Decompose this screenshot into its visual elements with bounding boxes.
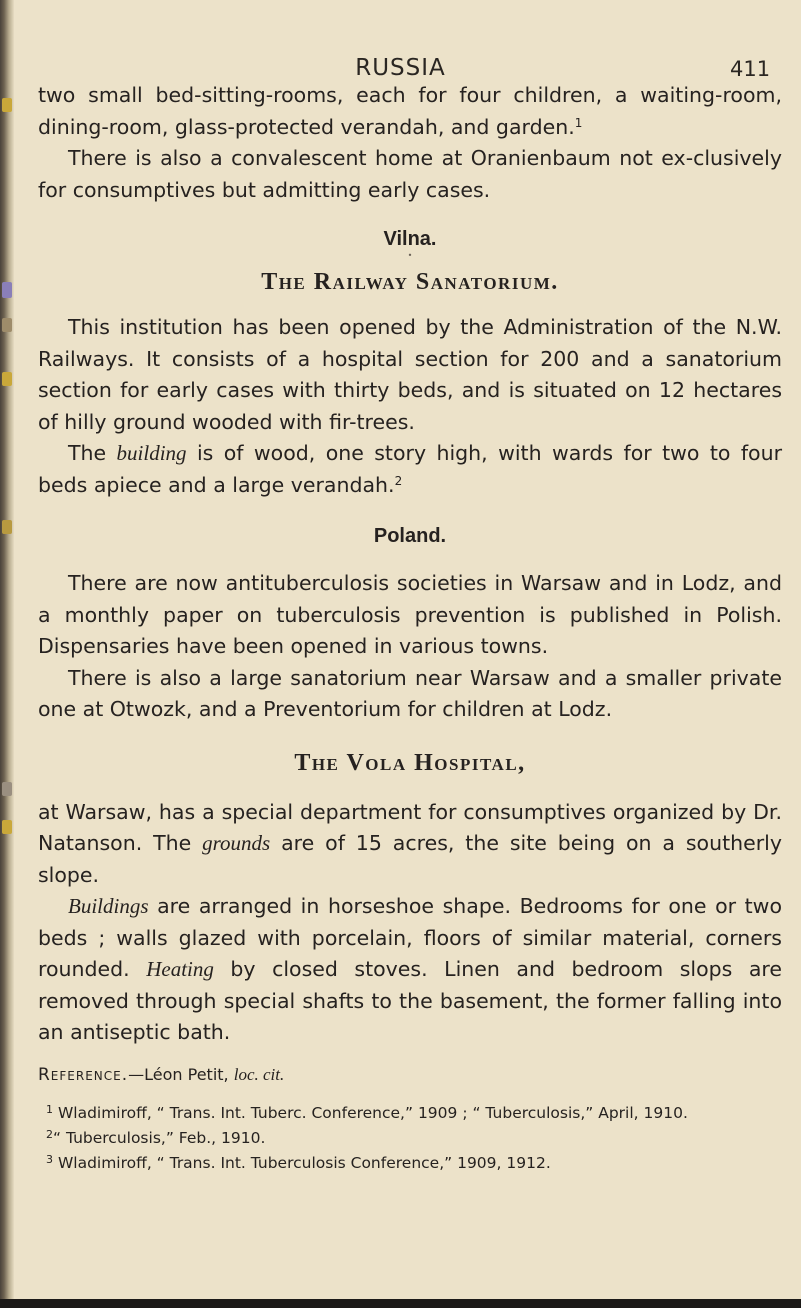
intro-paragraph-1 [38, 80, 782, 143]
footnote-number: 3 [46, 1152, 53, 1166]
footnote-ref-1: 1 [574, 115, 583, 130]
footnote-3 [38, 1151, 782, 1176]
vola-text-part-2: by closed stoves. Linen and bedroom slops are removed through special shafts to the basement, the former falling into an antiseptic bath. [38, 957, 782, 1044]
reference-label: Reference. [38, 1064, 129, 1085]
reference-text: —Léon Petit, [128, 1064, 234, 1084]
vola-paragraph-2 [38, 891, 782, 1049]
vilna-text-rest: is of wood, one story high, with wards for two to four beds apiece and a large verandah. [38, 441, 783, 497]
vilna-paragraph-2 [38, 438, 782, 501]
vilna-text-start: The [68, 441, 117, 465]
footnote-text: “ Tuberculosis,” Feb., 1910. [53, 1128, 266, 1147]
gutter-mark [2, 520, 12, 534]
running-title: RUSSIA [355, 55, 446, 81]
ornament-dot: • [407, 251, 413, 260]
reference-line [38, 1063, 782, 1087]
emphasis-grounds: grounds [202, 831, 271, 855]
gutter-mark [2, 820, 12, 834]
emphasis-buildings: Buildings [68, 894, 149, 918]
footnote-text: Wladimiroff, “ Trans. Int. Tuberculosis Conference,” 1909, 1912. [57, 1153, 551, 1172]
vola-paragraph-1 [38, 797, 782, 892]
emphasis-building: building [116, 441, 187, 465]
vilna-paragraph-1: This institution has been opened by the Administration of the N.W. Railways. It consists of a hospital section for 200 and a sanatorium section for early cases with thirty beds, and is situated on 12 hectares of hilly ground wooded with fir-trees. [38, 315, 782, 434]
heading-vilna: Vilna. [383, 228, 437, 250]
gutter-mark [2, 372, 12, 386]
gutter-mark [2, 98, 12, 112]
footnote-1 [38, 1101, 782, 1126]
intro-text-1: two small bed-sitting-rooms, each for four children, a waiting-room, dining-room, glass-protected verandah, and garden. [38, 83, 782, 139]
reference-italic: loc. cit. [233, 1064, 285, 1084]
footnote-number: 2 [46, 1127, 53, 1141]
page-bottom-edge [0, 1299, 801, 1308]
gutter-mark [2, 282, 12, 298]
page-content [38, 80, 782, 1176]
vola-text-rest: are of 15 acres, the site being on a southerly slope. [38, 831, 782, 887]
poland-paragraph-2: There is also a large sanatorium near Warsaw and a smaller private one at Otwozk, and a Preventorium for children at Lodz. [38, 665, 782, 721]
vola-text-start: at Warsaw, has a special department for consumptives organized by Dr. Natanson. The [38, 799, 782, 855]
heading-poland: Poland. [373, 525, 447, 547]
footnote-ref-2: 2 [394, 473, 403, 488]
heading-vola-hospital: The Vola Hospital, [294, 749, 526, 776]
intro-paragraph-2: There is also a convalescent home at Oranienbaum not ex-clusively for consumptives but admitting early cases. [38, 146, 782, 202]
gutter-mark [2, 782, 12, 796]
footnote-2 [38, 1126, 782, 1151]
gutter-mark [2, 318, 12, 332]
footnote-text: Wladimiroff, “ Trans. Int. Tuberc. Conference,” 1909 ; “ Tuberculosis,” April, 1910. [57, 1103, 688, 1122]
emphasis-heating: Heating [146, 957, 214, 981]
poland-paragraph-1: There are now antituberculosis societies in Warsaw and in Lodz, and a monthly paper on tuberculosis prevention is published in Polish. Dispensaries have been opened in various towns. [38, 571, 782, 658]
binding-gutter [0, 0, 14, 1308]
page-number: 411 [730, 57, 771, 81]
vola-text-part-1: are arranged in horseshoe shape. Bedrooms for one or two beds ; walls glazed with porcelain, floors of similar material, corners rounded. [38, 894, 782, 981]
heading-railway-sanatorium: The Railway Sanatorium. [261, 269, 559, 295]
footnote-number: 1 [46, 1102, 53, 1116]
